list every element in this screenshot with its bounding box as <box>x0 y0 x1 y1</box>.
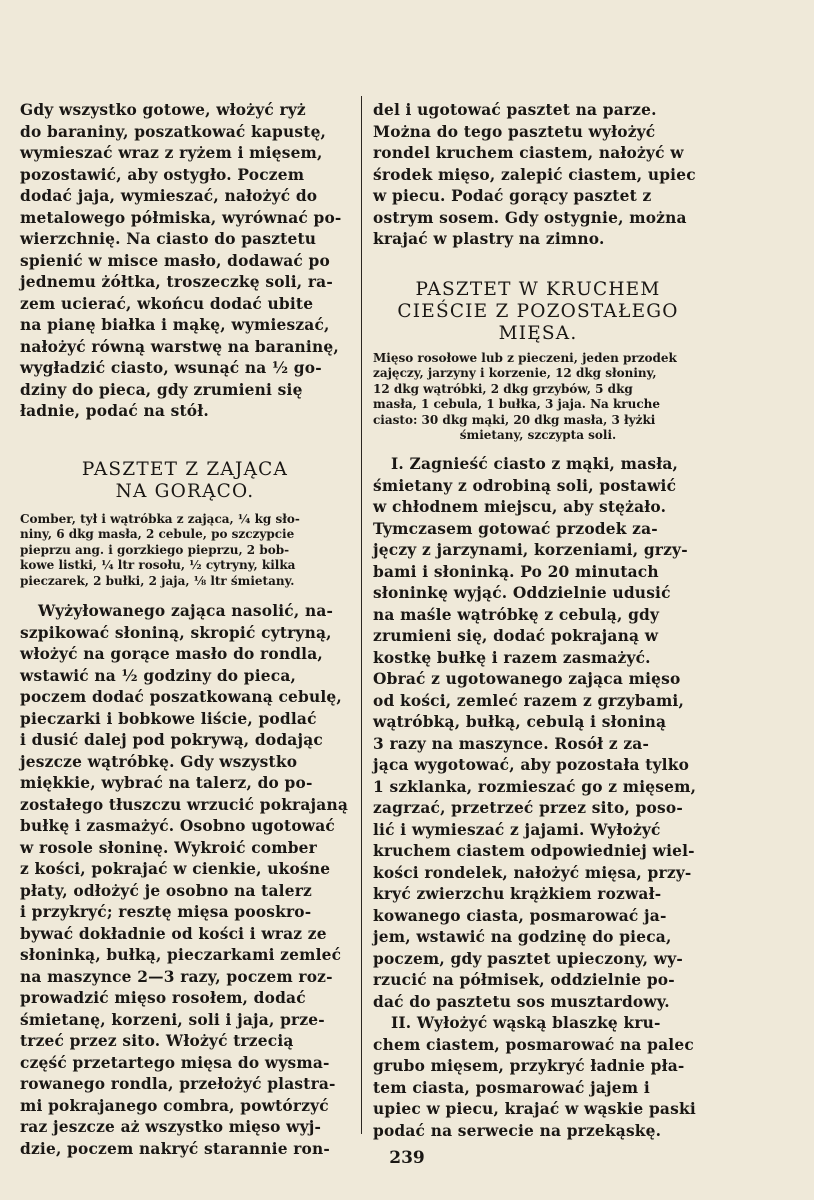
column-divider <box>361 96 362 1134</box>
left-column <box>20 100 350 1160</box>
ingredients-kruche-ciasto-last-line: śmietany, szczypta soli. <box>459 428 617 443</box>
page-number: 239 <box>389 1148 425 1168</box>
continuation-paragraph-right: del i ugotować pasztet na parze. Można do tego pasztetu wyłożyć rondel kruchem ciastem, nałożyć w środek mięso, zalepić ciastem, upiec w piecu. Podać gorący pasztet z ostrym sosem. Gdy ostygnie, można krajać w plastry na zimno. <box>373 101 696 248</box>
continuation-paragraph-left: Gdy wszystko gotowe, włożyć ryż do baraniny, poszatkować kapustę, wymieszać wraz z ryżem i mięsem, pozostawić, aby ostygło. Poczem dodać jaja, wymieszać, nałożyć do metalowego półmiska, wyrównać po- wierzchnię. Na ciasto do pasztetu spienić w misce masło, dodawać po jednemu żółtka, troszeczkę soli, ra- zem ucierać, wkońcu dodać ubite na pianę białka i mąkę, wymieszać, nałożyć równą warstwę na baraninę, wygładzić ciasto, wsunąć na ½ go- dziny do pieca, gdy zrumieni się ładnie, podać na stół. <box>20 101 342 420</box>
recipe-text-zajac: Wyżyłowanego zająca nasolić, na- szpikować słoniną, skropić cytryną, włożyć na gorące masło do rondla, wstawić na ½ godziny do pieca, poczem dodać poszatkowaną cebulę, pieczarki i bobkowe liście, podlać i dusić dalej pod pokrywą, dodając jeszcze wątróbkę. Gdy wszystko miękkie, wybrać na talerz, do po- zostałego tłuszczu wrzucić pokrajaną bułkę i zasmażyć. Osobno ugotować w rosole słoninę. Wykroić comber z kości, pokrajać w cienkie, ukośne płaty, odłożyć je osobno na talerz i przykryć; resztę mięsa pooskro- bywać dokładnie od kości i wraz ze słoninką, bułką, pieczarkami zemleć na maszynce 2—3 razy, poczem roz- prowadzić mięso rosołem, dodać śmietanę, korzeni, soli i jaja, prze- trzeć przez sito. Włożyć trzecią część przetartego mięsa do wysma- rowanego rondla, przełożyć plastra- mi pokrajanego combra, powtórzyć raz jeszcze aż wszystko mięso wyj- dzie, poczem nakryć starannie ron- <box>20 602 349 1158</box>
recipe-step-2: II. Wyłożyć wąską blaszkę kru- chem ciastem, posmarować na palec grubo mięsem, przykryć ładnie pła- tem ciasta, posmarować jajem i upiec w piecu, krajać w wąskie paski podać na serwecie na przekąskę. <box>373 1014 696 1140</box>
recipe-title-zajac: PASZTET Z ZAJĄCA NA GORĄCO. <box>81 458 289 502</box>
right-column <box>373 100 703 1142</box>
recipe-step-1: I. Zagnieść ciasto z mąki, masła, śmietany z odrobiną soli, postawić w chłodnem miejscu, aby stężało. Tymczasem gotować przodek za- jęczy z jarzynami, korzeniami, grzy- bami i słoninką. Po 20 minutach słoninkę wyjąć. Oddzielnie udusić na maśle wątróbkę z cebulą, gdy zrumieni się, dodać pokrajaną w kostkę bułkę i razem zasmażyć. Obrać z ugotowanego zająca mięso od kości, zemleć razem z grzybami, wątróbką, bułką, cebulą i słoniną 3 razy na maszynce. Rosół z za- jąca wygotować, aby pozostała tylko 1 szklanka, rozmieszać go z mięsem, zagrzać, przetrzeć przez sito, poso- lić i wymieszać z jajami. Wyłożyć kruchem ciastem odpowiedniej wiel- kości rondelek, nałożyć mięsa, przy- kryć zwierzchu krążkiem rozwał- kowanego ciasta, posmarować ja- jem, wstawić na godzinę do pieca, poczem, gdy pasztet upieczony, wy- rzucić na półmisek, oddzielnie po- dać do pasztetu sos musztardowy. <box>373 455 697 1011</box>
recipe-title-kruche-ciasto: PASZTET W KRUCHEM CIEŚCIE Z POZOSTAŁEGO MIĘSA. <box>397 278 679 344</box>
ingredients-zajac: Comber, tył i wątróbka z zająca, ¼ kg sło- niny, 6 dkg masła, 2 cebule, po szczypcie pieprzu ang. i gorzkiego pieprzu, 2 bob- kowe listki, ¼ ltr rosołu, ½ cytryny, kilka pieczarek, 2 bułki, 2 jaja, ⅛ ltr śmietany. <box>20 511 300 588</box>
ingredients-kruche-ciasto: Mięso rosołowe lub z pieczeni, jeden przodek zajęczy, jarzyny i korzenie, 12 dkg słoniny, 12 dkg wątróbki, 2 dkg grzybów, 5 dkg masła, 1 cebula, 1 bułka, 3 jaja. Na kruche ciasto: 30 dkg mąki, 20 dkg masła, 3 łyżki <box>373 350 677 427</box>
